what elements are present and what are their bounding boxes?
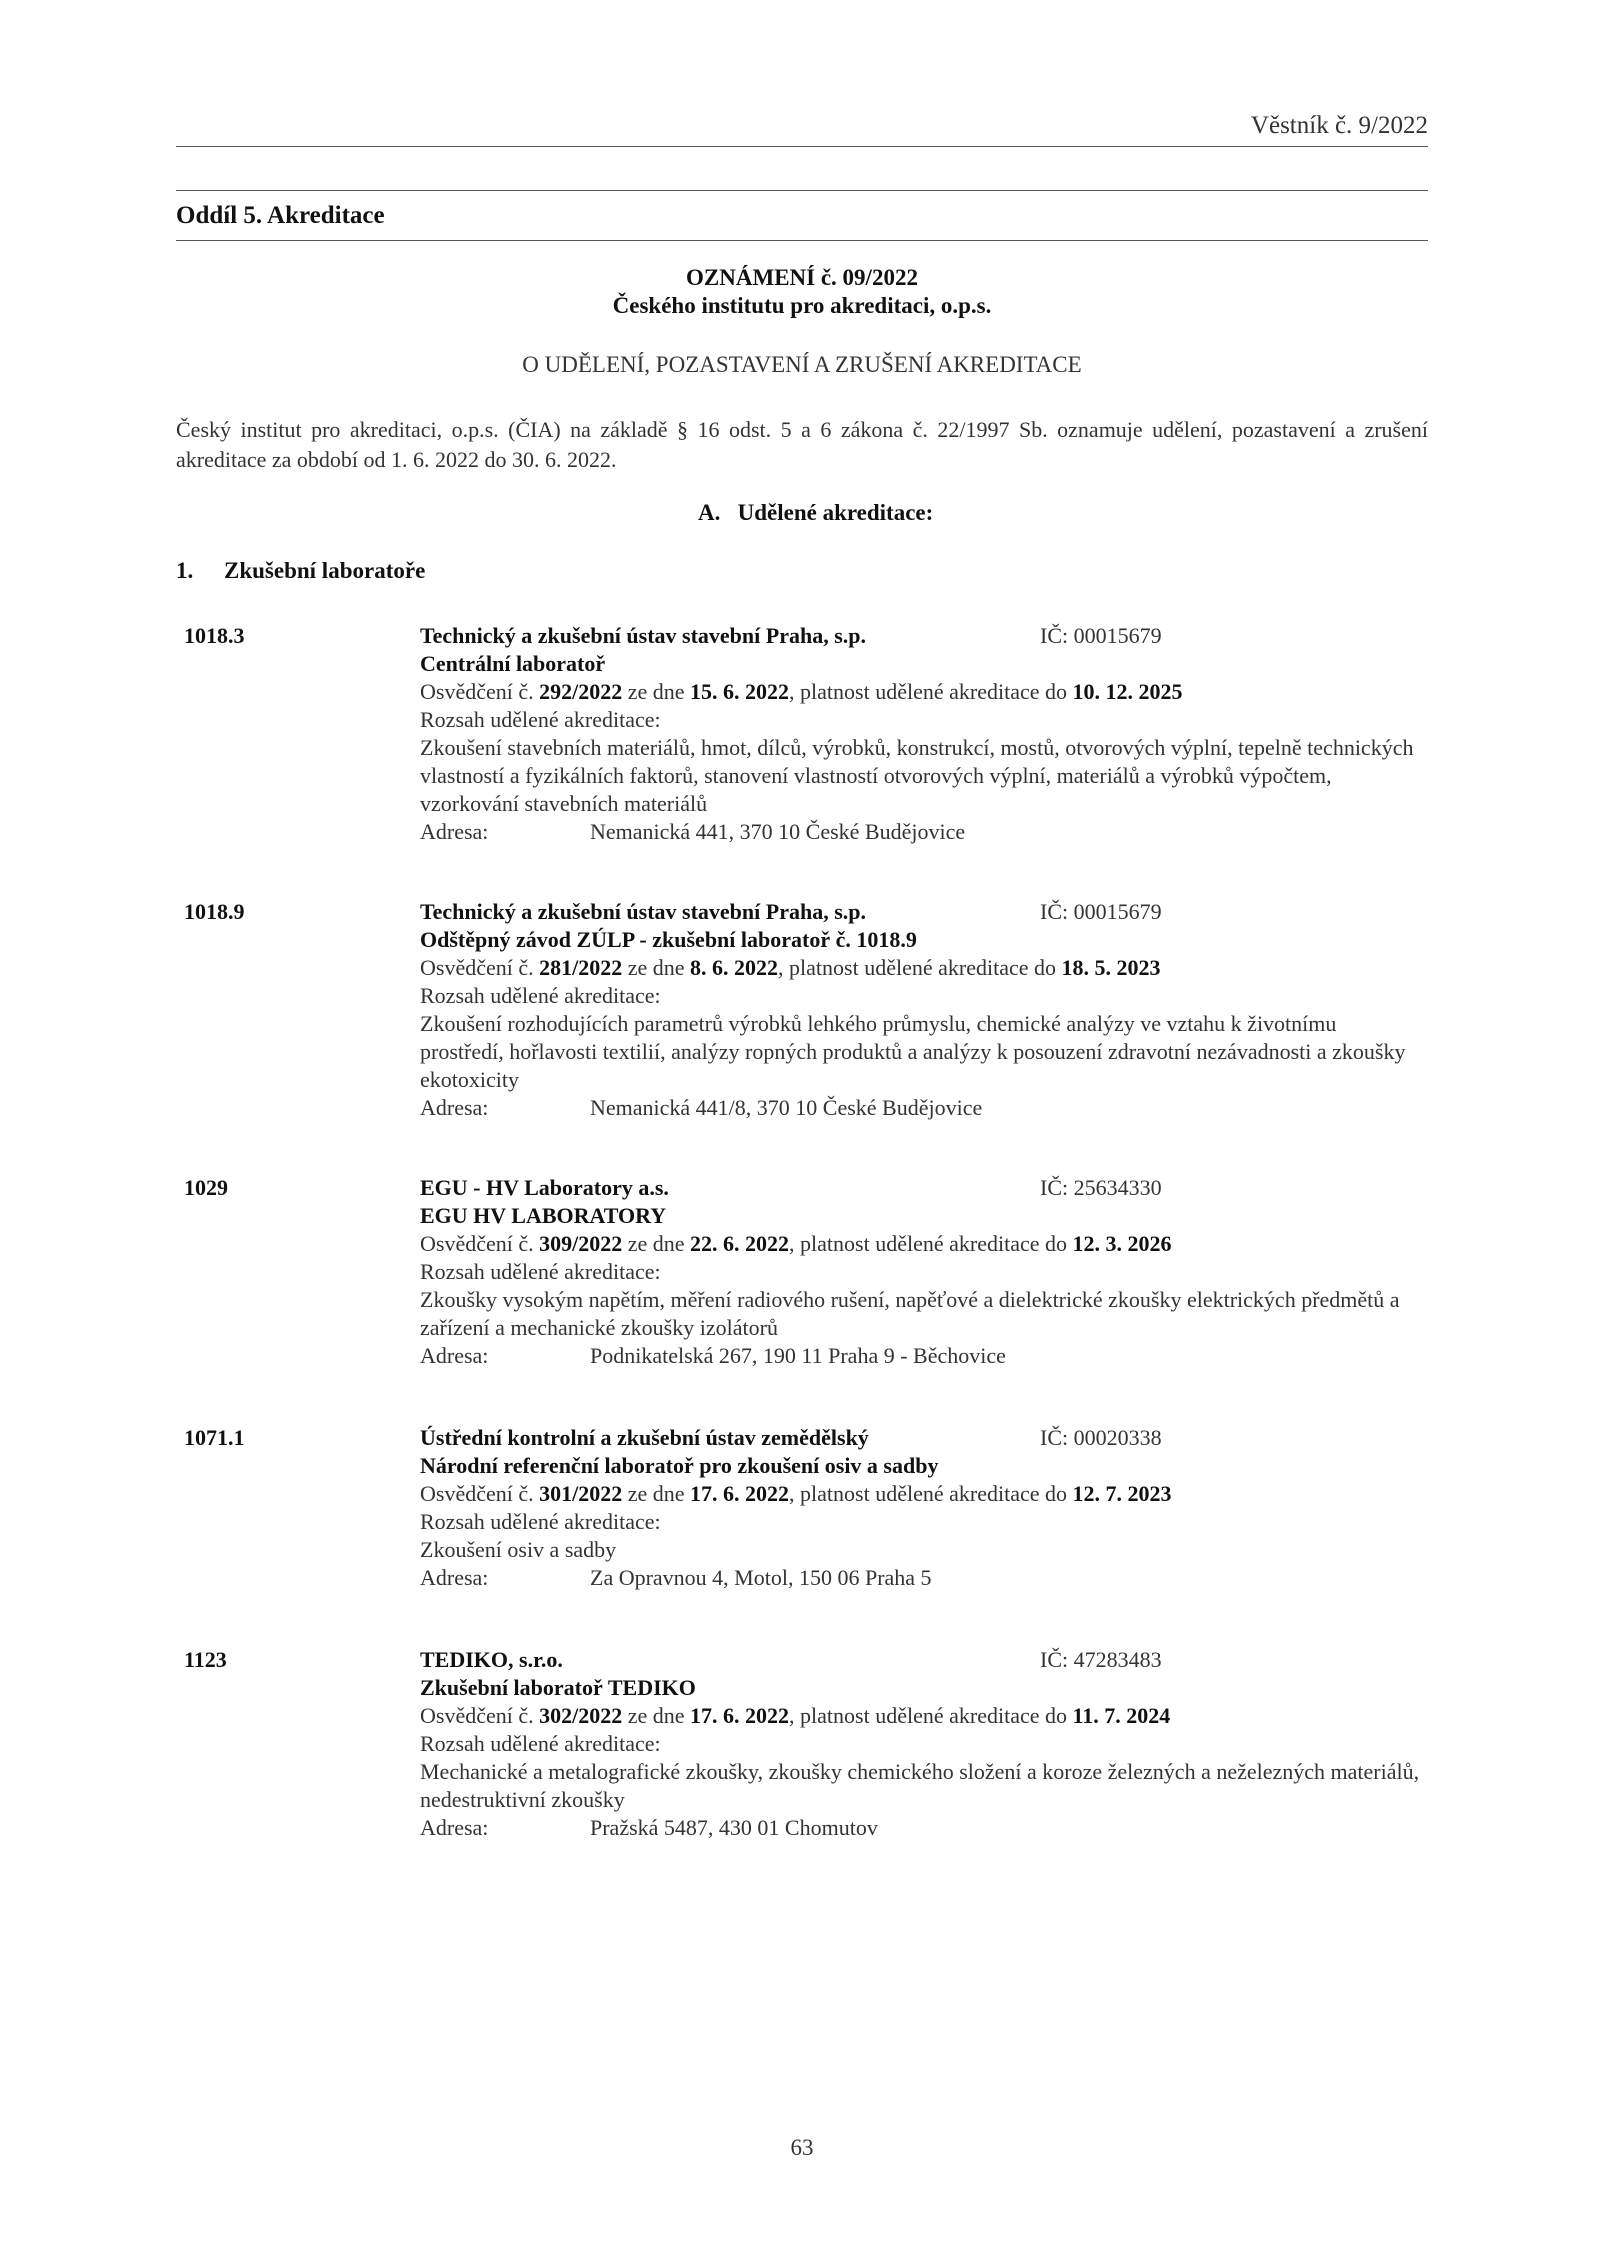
document-page <box>176 0 1428 2263</box>
notice-subtitle: O UDĚLENÍ, POZASTAVENÍ A ZRUŠENÍ AKREDITACE <box>522 352 1082 377</box>
entry-ic: IČ: 00020338 <box>1040 1425 1162 1450</box>
entry-laboratory: Odštěpný závod ZÚLP - zkušební laboratoř č. 1018.9 <box>420 927 917 952</box>
entry-address: Adresa: Za Opravnou 4, Motol, 150 06 Praha 5 <box>420 1565 932 1590</box>
entry-certificate: Osvědčení č. 302/2022 ze dne 17. 6. 2022, platnost udělené akreditace do 11. 7. 2024 <box>420 1703 1171 1728</box>
entry-scope: Zkoušení stavebních materiálů, hmot, dílců, výrobků, konstrukcí, mostů, otvorových výplní, tepelně technických vlastností a fyzikálních faktorů, stanovení vlastností otvorových výplní, materiálů a výrobků výpočtem, vzorkování stavebních materiálů <box>420 735 1414 816</box>
entry-laboratory: EGU HV LABORATORY <box>420 1203 667 1228</box>
entry-code: 1018.9 <box>184 899 245 924</box>
entry-scope: Zkoušení osiv a sadby <box>420 1537 617 1562</box>
entry-organization: Technický a zkušební ústav stavební Praha, s.p. <box>420 899 867 924</box>
entry-scope: Zkoušení rozhodujících parametrů výrobků lehkého průmyslu, chemické analýzy ve vztahu k životnímu prostředí, hořlavosti textilií, analýzy ropných produktů a analýzy k posouzení zdravotní nezávadnosti a zkoušky ekotoxicity <box>420 1011 1406 1092</box>
entry-certificate: Osvědčení č. 309/2022 ze dne 22. 6. 2022, platnost udělené akreditace do 12. 3. 2026 <box>420 1231 1172 1256</box>
entry-code: 1018.3 <box>184 623 245 648</box>
section-rule-bottom <box>176 240 1428 241</box>
entry-laboratory: Národní referenční laboratoř pro zkoušení osiv a sadby <box>420 1453 939 1478</box>
subsection-heading <box>176 558 425 584</box>
part-a-heading: A. Udělené akreditace: <box>698 500 934 525</box>
page-number: 63 <box>790 2135 814 2160</box>
entry-laboratory: Centrální laboratoř <box>420 651 606 676</box>
entry-laboratory: Zkušební laboratoř TEDIKO <box>420 1675 696 1700</box>
entry-scope: Zkoušky vysokým napětím, měření radiového rušení, napěťové a dielektrické zkoušky elektrických předmětů a zařízení a mechanické zkoušky izolátorů <box>420 1287 1400 1340</box>
entry-scope-label: Rozsah udělené akreditace: <box>420 1259 661 1284</box>
entry-address: Adresa: Nemanická 441/8, 370 10 České Budějovice <box>420 1095 983 1120</box>
notice-title: OZNÁMENÍ č. 09/2022 <box>686 265 918 290</box>
notice-issuer: Českého institutu pro akreditaci, o.p.s. <box>612 293 992 318</box>
journal-header: Věstník č. 9/2022 <box>1250 112 1428 139</box>
entry-organization: Ústřední kontrolní a zkušební ústav zemědělský <box>420 1425 869 1450</box>
entry-scope-label: Rozsah udělené akreditace: <box>420 983 661 1008</box>
entry-certificate: Osvědčení č. 281/2022 ze dne 8. 6. 2022, platnost udělené akreditace do 18. 5. 2023 <box>420 955 1161 980</box>
entry-code: 1029 <box>184 1175 228 1200</box>
header-rule <box>176 146 1428 147</box>
entry-ic: IČ: 00015679 <box>1040 623 1162 648</box>
entry-organization: TEDIKO, s.r.o. <box>420 1647 563 1672</box>
entry-certificate: Osvědčení č. 292/2022 ze dne 15. 6. 2022, platnost udělené akreditace do 10. 12. 2025 <box>420 679 1183 704</box>
section-rule-top <box>176 190 1428 191</box>
entry-address: Adresa: Pražská 5487, 430 01 Chomutov <box>420 1815 878 1840</box>
entry-scope-label: Rozsah udělené akreditace: <box>420 1509 661 1534</box>
entry-scope-label: Rozsah udělené akreditace: <box>420 707 661 732</box>
entry-scope-label: Rozsah udělené akreditace: <box>420 1731 661 1756</box>
subsection-title: Zkušební laboratoře <box>224 558 426 583</box>
intro-paragraph: Český institut pro akreditaci, o.p.s. (ČIA) na základě § 16 odst. 5 a 6 zákona č. 22/1997 Sb. oznamuje udělení, pozastavení a zrušení akreditace za období od 1. 6. 2022 do 30. 6. 2022. <box>176 417 1428 472</box>
entry-scope: Mechanické a metalografické zkoušky, zkoušky chemického složení a koroze železných a neželezných materiálů, nedestruktivní zkoušky <box>420 1759 1420 1812</box>
section-title: Oddíl 5. Akreditace <box>176 202 385 229</box>
entry-ic: IČ: 00015679 <box>1040 899 1162 924</box>
entry-certificate: Osvědčení č. 301/2022 ze dne 17. 6. 2022, platnost udělené akreditace do 12. 7. 2023 <box>420 1481 1172 1506</box>
subsection-number: 1. <box>176 558 194 583</box>
entry-organization: EGU - HV Laboratory a.s. <box>420 1175 669 1200</box>
entry-ic: IČ: 25634330 <box>1040 1175 1162 1200</box>
entry-address: Adresa: Podnikatelská 267, 190 11 Praha 9 - Běchovice <box>420 1343 1006 1368</box>
entry-code: 1071.1 <box>184 1425 245 1450</box>
entry-code: 1123 <box>184 1647 227 1672</box>
entry-address: Adresa: Nemanická 441, 370 10 České Budějovice <box>420 819 966 844</box>
entry-organization: Technický a zkušební ústav stavební Praha, s.p. <box>420 623 867 648</box>
entry-ic: IČ: 47283483 <box>1040 1647 1162 1672</box>
